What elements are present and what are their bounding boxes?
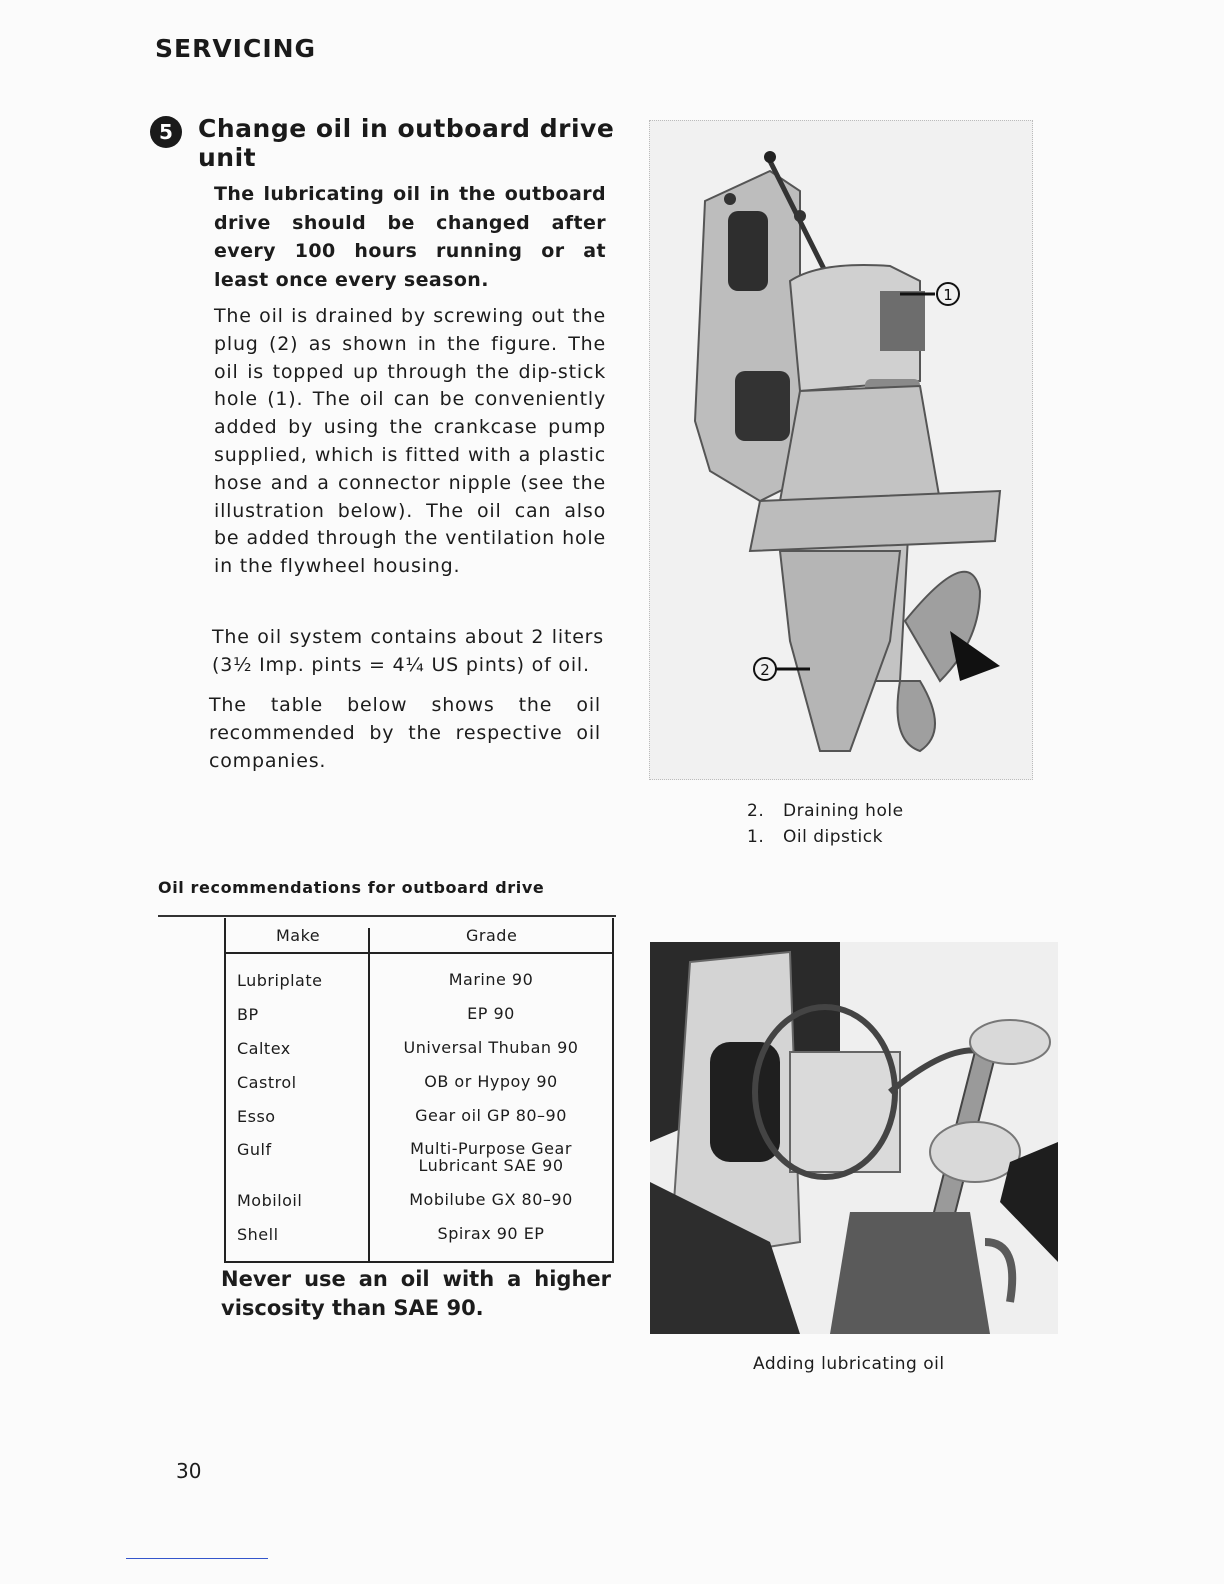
legend-item-oil-dipstick xyxy=(747,824,904,850)
warning-line-1: Never use an oil with a higher xyxy=(221,1267,611,1291)
section-title: Change oil in outboard drive unit xyxy=(198,114,615,172)
adding-oil-caption: Adding lubricating oil xyxy=(753,1354,945,1374)
table-intro-paragraph: The table below shows the oil recommended by the respective oil companies. xyxy=(209,694,601,772)
callout-2-label: 2 xyxy=(760,661,770,679)
page-number: 30 xyxy=(176,1459,202,1483)
drive-unit-illustration xyxy=(650,121,1032,779)
cell-grade: Multi-Purpose Gear Lubricant SAE 90 xyxy=(410,1139,572,1175)
legend-label: Draining hole xyxy=(783,801,904,821)
cell-grade: Universal Thuban 90 xyxy=(403,1038,579,1057)
intro-paragraph: The lubricating oil in the outboard drive should be changed after every 100 hours running or at least once every season. xyxy=(214,183,606,291)
cell-make: Lubriplate xyxy=(237,971,323,990)
table-title: Oil recommendations for outboard drive xyxy=(158,878,545,897)
cell-grade: EP 90 xyxy=(467,1004,515,1023)
adding-oil-photo xyxy=(650,942,1058,1334)
oil-recommendation-table xyxy=(224,918,614,1263)
cell-grade: Mobilube GX 80–90 xyxy=(409,1190,573,1209)
adding-oil-illustration xyxy=(650,942,1058,1334)
cell-grade: OB or Hypoy 90 xyxy=(424,1072,558,1091)
legend-item-draining-hole xyxy=(747,798,904,824)
drive-unit-photo xyxy=(649,120,1033,780)
column-header-make: Make xyxy=(276,926,321,945)
cell-make: BP xyxy=(237,1005,259,1024)
figure-legend xyxy=(747,798,904,850)
footer-rule xyxy=(126,1558,268,1559)
page-header: SERVICING xyxy=(155,34,317,63)
column-header-grade: Grade xyxy=(466,926,518,945)
cell-make: Castrol xyxy=(237,1073,297,1092)
cell-grade: Marine 90 xyxy=(448,970,534,989)
table-header-divider xyxy=(226,952,612,954)
cell-make: Esso xyxy=(237,1107,276,1126)
cell-make: Caltex xyxy=(237,1039,291,1058)
capacity-paragraph: The oil system contains about 2 liters (3½ Imp. pints = 4¼ US pints) of oil. xyxy=(212,626,604,676)
viscosity-warning xyxy=(221,1265,611,1323)
warning-line-2: viscosity than SAE 90. xyxy=(221,1296,484,1320)
cell-make: Shell xyxy=(237,1225,279,1244)
callout-1-label: 1 xyxy=(943,286,953,304)
cell-grade: Spirax 90 EP xyxy=(437,1224,545,1243)
drain-paragraph: The oil is drained by screwing out the plug (2) as shown in the figure. The oil is topped up through the dip-stick hole (1). The oil can be conveniently added by using the crankcase pump supplied, which is fitted with a plastic hose and a connector nipple (see the illustration below). The oil can also be added through the ventilation hole in the flywheel housing. xyxy=(214,305,606,578)
cell-make: Mobiloil xyxy=(237,1191,303,1210)
step-number-badge: 5 xyxy=(150,116,182,148)
legend-label: Oil dipstick xyxy=(783,827,883,847)
legend-number: 2. xyxy=(747,801,765,821)
cell-make: Gulf xyxy=(237,1140,272,1159)
legend-number: 1. xyxy=(747,827,765,847)
table-column-divider xyxy=(368,928,370,1261)
table-title-divider xyxy=(158,915,616,917)
cell-grade: Gear oil GP 80–90 xyxy=(415,1106,567,1125)
